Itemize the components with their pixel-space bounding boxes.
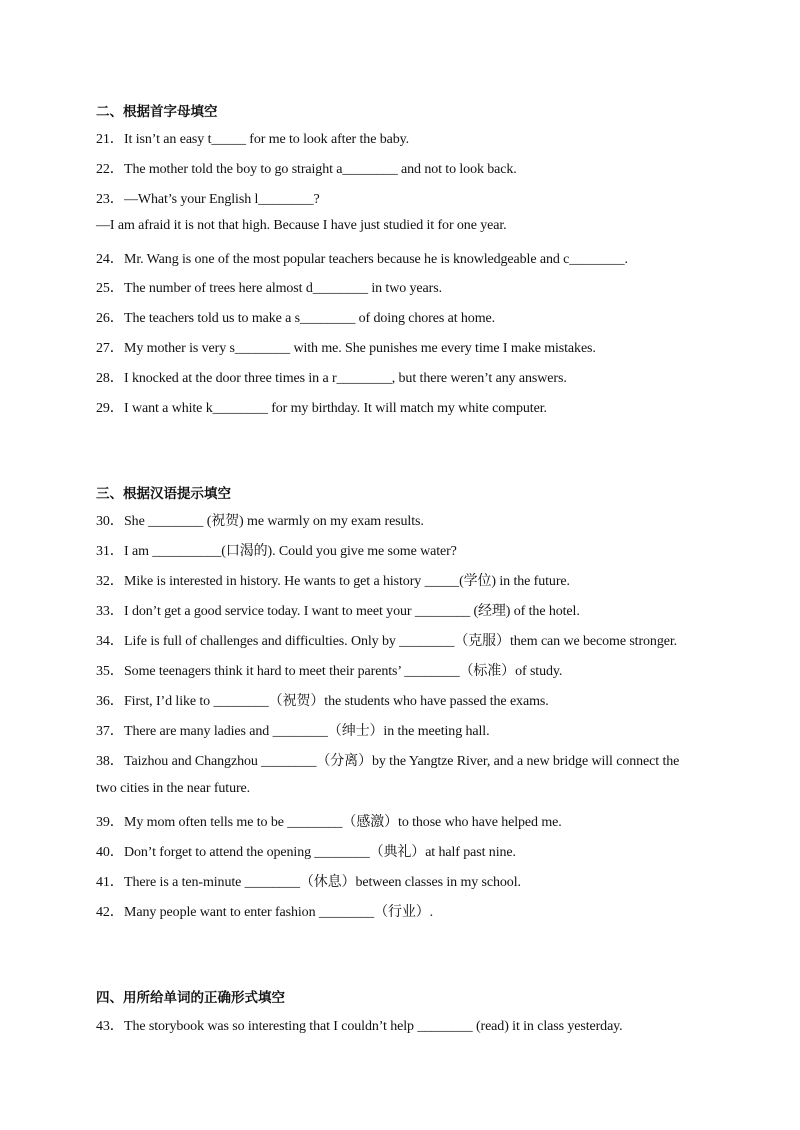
question-line [96,367,567,387]
question-number: 31． [96,544,124,559]
question-line [96,248,628,268]
question-number: 35． [96,664,124,679]
question-line [96,570,570,590]
section-title: 三、根据汉语提示填空 [96,486,231,502]
question-text: I want a white k________ for my birthday. It will match my white computer. [124,401,547,416]
question-line [96,750,679,770]
question-text: My mother is very s________ with me. She punishes me every time I make mistakes. [124,341,596,356]
question-text: Life is full of challenges and difficulties. Only by ________（克服）them can we become stronger. [124,634,678,649]
question-line [96,307,495,327]
question-text: The storybook was so interesting that I couldn’t help ________ (read) it in class yesterday. [124,1019,623,1034]
question-text: The number of trees here almost d________ in two years. [124,281,442,296]
question-number: 37． [96,724,124,739]
question-line [96,660,562,680]
question-text: —What’s your English l________? [124,192,320,207]
question-line [96,690,549,710]
question-number: 28． [96,371,124,386]
question-line [96,901,433,921]
question-line [96,600,580,620]
question-number: 40． [96,845,124,860]
question-number: 27． [96,341,124,356]
question-line [96,720,490,740]
question-number: 23． [96,192,124,207]
question-line [96,397,547,417]
question-line [96,188,320,208]
question-line [96,128,409,148]
question-line [96,510,424,530]
question-text: It isn’t an easy t_____ for me to look after the baby. [124,132,410,147]
question-text: Mike is interested in history. He wants to get a history _____(学位) in the future. [124,574,570,589]
section-title: 二、根据首字母填空 [96,104,218,120]
question-text: The teachers told us to make a s________ of doing chores at home. [124,311,496,326]
question-line [96,158,517,178]
question-number: 21． [96,132,124,147]
question-line [96,871,521,891]
question-number: 43． [96,1019,124,1034]
question-number: 41． [96,875,124,890]
question-text: She ________ (祝贺) me warmly on my exam results. [124,514,424,529]
question-line [96,811,562,831]
question-text: —I am afraid it is not that high. Because I have just studied it for one year. [96,218,507,233]
question-text: There are many ladies and ________（绅士）in the meeting hall. [124,724,490,739]
question-continuation [96,218,507,234]
question-text: I am __________(口渴的). Could you give me some water? [124,544,457,559]
question-text: My mom often tells me to be ________（感激）to those who have helped me. [124,815,562,830]
question-text: two cities in the near future. [96,781,251,796]
question-number: 22． [96,162,124,177]
question-number: 33． [96,604,124,619]
question-text: Many people want to enter fashion ________（行业）. [124,905,434,920]
question-text: The mother told the boy to go straight a________ and not to look back. [124,162,517,177]
question-number: 36． [96,694,124,709]
question-number: 32． [96,574,124,589]
question-text: Some teenagers think it hard to meet their parents’ ________（标准）of study. [124,664,563,679]
question-text: I knocked at the door three times in a r________, but there weren’t any answers. [124,371,567,386]
question-text: Don’t forget to attend the opening ________（典礼）at half past nine. [124,845,516,860]
question-line [96,1015,623,1035]
question-text: I don’t get a good service today. I want to meet your ________ (经理) of the hotel. [124,604,580,619]
question-number: 30． [96,514,124,529]
question-line [96,540,457,560]
question-text: Mr. Wang is one of the most popular teachers because he is knowledgeable and c________. [124,252,628,267]
question-line [96,337,596,357]
question-text: There is a ten-minute ________（休息）between classes in my school. [124,875,521,890]
question-line [96,277,442,297]
question-number: 29． [96,401,124,416]
question-line [96,630,677,650]
question-text: Taizhou and Changzhou ________（分离）by the Yangtze River, and a new bridge will connect the [124,754,680,769]
question-number: 34． [96,634,124,649]
question-number: 38． [96,754,124,769]
question-number: 25． [96,281,124,296]
question-continuation [96,781,250,797]
section-title: 四、用所给单词的正确形式填空 [96,990,285,1006]
question-line [96,841,516,861]
question-number: 26． [96,311,124,326]
question-number: 39． [96,815,124,830]
question-text: First, I’d like to ________（祝贺）the students who have passed the exams. [124,694,549,709]
question-number: 24． [96,252,124,267]
question-number: 42． [96,905,124,920]
